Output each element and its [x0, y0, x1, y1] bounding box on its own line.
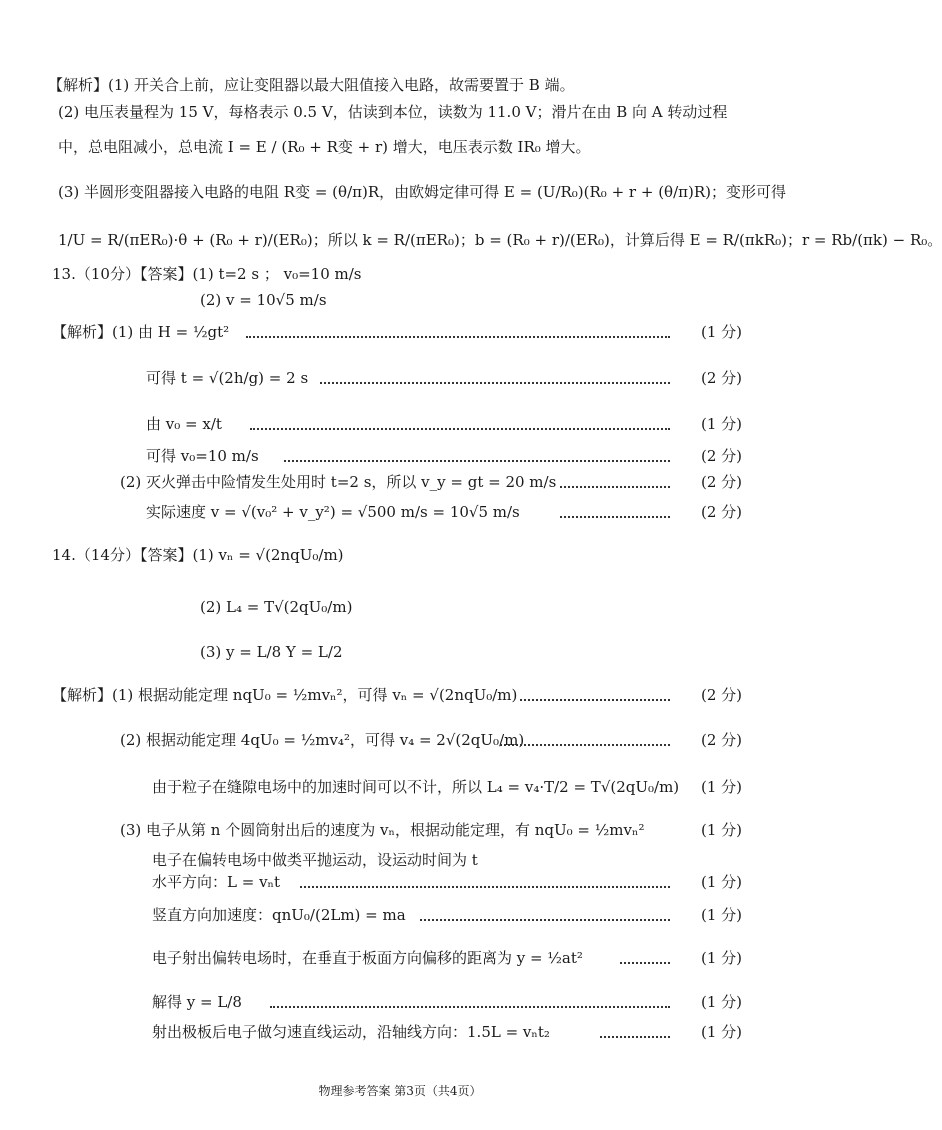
q14-step-9-score: (1 分) [700, 993, 742, 1011]
q14-step-10: 射出极板后电子做匀速直线运动，沿轴线方向：1.5L = vₙt₂ [152, 1023, 550, 1041]
analysis-line-3: 中，总电阻减小，总电流 I = E / (R₀ + R变 + r) 增大，电压表示数 IR₀ 增大。 [58, 138, 591, 156]
q14-step-1-score: (2 分) [700, 686, 742, 704]
q13-step-6: 实际速度 v = √(v₀² + v_y²) = √500 m/s = 10√5 m/s [146, 503, 520, 521]
q13-answer-1: 13.（10分）【答案】(1) t=2 s ； v₀=10 m/s [52, 265, 362, 283]
q14-step-2-score: (2 分) [700, 731, 742, 749]
analysis-line-2: (2) 电压表量程为 15 V，每格表示 0.5 V，估读到本位，读数为 11.0 V；滑片在由 B 向 A 转动过程 [58, 103, 728, 121]
q14-step-8-score: (1 分) [700, 949, 742, 967]
q13-step-2-score: (2 分) [700, 369, 742, 387]
q14-step-3-score: (1 分) [700, 778, 742, 796]
q13-step-3: 由 v₀ = x/t [146, 415, 222, 433]
q14-step-7: 竖直方向加速度：qnU₀/(2Lm) = ma [152, 906, 406, 924]
q14-step-9: 解得 y = L/8 [152, 993, 242, 1011]
q13-answer-2: (2) v = 10√5 m/s [200, 291, 327, 309]
q13-step-6-score: (2 分) [700, 503, 742, 521]
q14-answer-2: (2) L₄ = T√(2qU₀/m) [200, 598, 353, 616]
page-footer: 物理参考答案 第3页（共4页） [318, 1084, 482, 1098]
q13-step-4: 可得 v₀=10 m/s [146, 447, 259, 465]
q14-step-6: 水平方向：L = vₙt [152, 873, 281, 891]
q14-step-3: 由于粒子在缝隙电场中的加速时间可以不计，所以 L₄ = v₄·T/2 = T√(2qU₀/m) [152, 778, 680, 796]
q14-step-10-score: (1 分) [700, 1023, 742, 1041]
q14-step-7-score: (1 分) [700, 906, 742, 924]
q13-step-3-score: (1 分) [700, 415, 742, 433]
q14-step-4: (3) 电子从第 n 个圆筒射出后的速度为 vₙ，根据动能定理，有 nqU₀ = ½mvₙ² [120, 821, 645, 839]
q14-step-8: 电子射出偏转电场时，在垂直于板面方向偏移的距离为 y = ½at² [152, 949, 583, 967]
analysis-line-1: 【解析】(1) 开关合上前，应让变阻器以最大阻值接入电路，故需要置于 B 端。 [48, 76, 575, 94]
q13-step-1: 【解析】(1) 由 H = ½gt² [52, 323, 230, 341]
q13-step-5-score: (2 分) [700, 473, 742, 491]
q13-step-5: (2) 灭火弹击中险情发生处用时 t=2 s，所以 v_y = gt = 20 m/s [120, 473, 557, 491]
q13-step-2: 可得 t = √(2h/g) = 2 s [146, 369, 309, 387]
q13-step-1-score: (1 分) [700, 323, 742, 341]
q14-step-2: (2) 根据动能定理 4qU₀ = ½mv₄²，可得 v₄ = 2√(2qU₀/m) [120, 731, 525, 749]
q13-step-4-score: (2 分) [700, 447, 742, 465]
q14-step-5: 电子在偏转电场中做类平抛运动，设运动时间为 t [152, 851, 478, 869]
q14-step-6-score: (1 分) [700, 873, 742, 891]
q14-step-4-score: (1 分) [700, 821, 742, 839]
analysis-line-4: (3) 半圆形变阻器接入电路的电阻 R变 = (θ/π)R，由欧姆定律可得 E = (U/R₀)(R₀ + r + (θ/π)R)；变形可得 [58, 183, 786, 201]
q14-step-1: 【解析】(1) 根据动能定理 nqU₀ = ½mvₙ²，可得 vₙ = √(2nqU₀/m) [52, 686, 518, 704]
analysis-line-5: 1/U = R/(πER₀)·θ + (R₀ + r)/(ER₀)；所以 k = R/(πER₀)；b = (R₀ + r)/(ER₀)，计算后得 E = R/(πkR₀)；r = Rb/(πk) − R₀。 [58, 231, 942, 249]
q14-answer-3: (3) y = L/8 Y = L/2 [200, 643, 343, 661]
q14-answer-1: 14.（14分）【答案】(1) vₙ = √(2nqU₀/m) [52, 546, 344, 564]
